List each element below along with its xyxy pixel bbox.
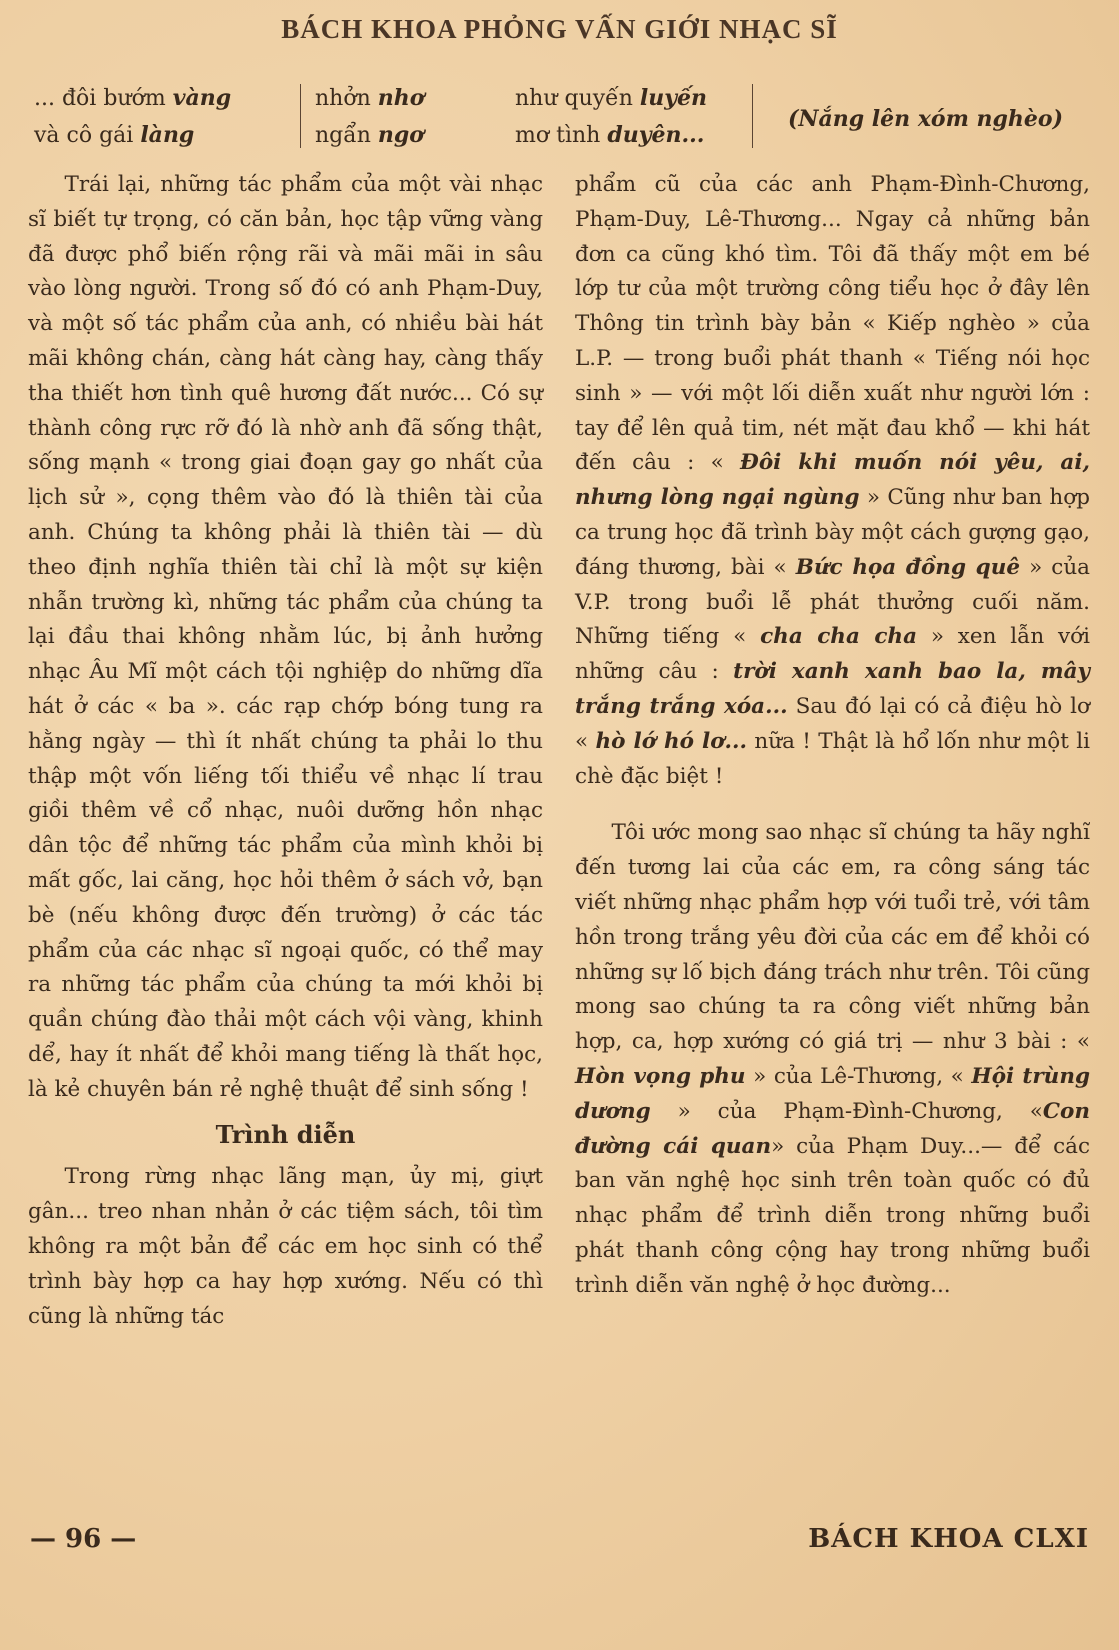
song-title: Hòn vọng phu bbox=[575, 1063, 746, 1089]
song-lyric: cha cha cha bbox=[760, 624, 917, 650]
song-title: Hội trùng dương bbox=[575, 1063, 1090, 1124]
epigraph-divider bbox=[752, 84, 753, 148]
song-title: Bức họa đồng quê bbox=[795, 554, 1021, 580]
paragraph: Trái lại, những tác phẩm của một vài nhạc sĩ biết tự trọng, có căn bản, học tập vững vàng đã được phổ biến rộng rãi và mãi mãi in sâu vào lòng người. Trong số đó có anh Phạm-Duy, và một số tác phẩm của anh, có nhiều bài hát mãi không chán, càng hát càng hay, càng thấy tha thiết hơn tình quê hương đất nước... Có sự thành công rực rỡ đó là nhờ anh đã sống thật, sống mạnh « trong giai đoạn gay go nhất của lịch sử », cọng thêm vào đó là thiên tài của anh. Chúng ta không phải là thiên tài — dù theo định nghĩa thiên tài chỉ là một sự kiện nhẫn trường kì, những tác phẩm của chúng ta lại đầu thai không nhằm lúc, bị ảnh hưởng nhạc Âu Mĩ một cách tội nghiệp do những dĩa hát ở các « ba ». các rạp chớp bóng tung ra hằng ngày — thì ít nhất chúng ta phải lo thu thập một vốn liếng tối thiểu về nhạc lí trau giồi thêm về cổ nhạc, nuôi dưỡng hồn nhạc dân tộc để những tác phẩm của mình khỏi bị mất gốc, lai căng, học hỏi thêm ở sách vở, bạn bè (nếu không được đến trường) ở các tác phẩm của các nhạc sĩ ngoại quốc, có thể may ra những tác phẩm của chúng ta mới khỏi bị quần chúng đào thải một cách vội vàng, khinh dể, hay ít nhất để khỏi mang tiếng là thất học, là kẻ chuyên bán rẻ nghệ thuật để sinh sống ! bbox=[28, 172, 543, 1102]
epigraph-source: (Nắng lên xóm nghèo) bbox=[788, 106, 1063, 132]
song-lyric: Đôi khi muốn nói yêu, ai, nhưng lòng ngại ngùng bbox=[575, 450, 1090, 511]
song-lyric: hò lớ hó lơ... bbox=[595, 728, 748, 754]
epigraph-col-1: ... đôi bướm vàng và cô gái làng bbox=[34, 85, 232, 148]
running-head: BÁCH KHOA PHỎNG VẤN GIỚI NHẠC SĨ bbox=[281, 14, 838, 44]
right-column bbox=[575, 168, 1090, 1304]
paragraph: Tôi ước mong sao nhạc sĩ chúng ta hãy nghĩ đến tương lai của các em, ra công sáng tác viết những nhạc phẩm hợp với tuổi trẻ, với tâm hồn trong trắng yêu đời của các em để khỏi có những sự lố bịch đáng trách như trên. Tôi cũng mong sao chúng ta ra công viết những bản hợp, ca, hợp xướng có giá trị — như 3 bài : « Hòn vọng phu » của Lê-Thương, « Hội trùng dương » của Phạm-Đình-Chương, «Con đường cái quan» của Phạm Duy...— để các ban văn nghệ học sinh trên toàn quốc có đủ nhạc phẩm để trình diễn trong những buổi phát thanh công cộng hay trong những buổi trình diễn văn nghệ ở học đường... bbox=[575, 820, 1090, 1298]
epigraph-divider bbox=[300, 84, 301, 148]
left-column bbox=[28, 168, 543, 1334]
epigraph-col-3: như quyến luyến mơ tình duyên... bbox=[515, 85, 708, 148]
issue-label: BÁCH KHOA CLXI bbox=[808, 1524, 1089, 1554]
paragraph: phẩm cũ của các anh Phạm-Đình-Chương, Phạm-Duy, Lê-Thương... Ngay cả những bản đơn ca cũng khó tìm. Tôi đã thấy một em bé lớp tư của một trường công tiểu học ở đây lên Thông tin trình bày bản « Kiếp nghèo » của L.P. — trong buổi phát thanh « Tiếng nói học sinh » — với một lối diễn xuất như người lớn : tay để lên quả tim, nét mặt đau khổ — khi hát đến câu : « Đôi khi muốn nói yêu, ai, nhưng lòng ngại ngùng » Cũng như ban hợp ca trung học đã trình bày một cách gượng gạo, đáng thương, bài « Bức họa đồng quê » của V.P. trong buổi lễ phát thưởng cuối năm. Những tiếng « cha cha cha » xen lẫn với những câu : trời xanh xanh bao la, mây trắng trắng xóa... Sau đó lại có cả điệu hò lơ « hò lớ hó lơ... nữa ! Thật là hổ lốn như một li chè đặc biệt ! bbox=[575, 172, 1091, 789]
epigraph-col-2: nhởn nhơ ngẩn ngơ bbox=[315, 85, 425, 148]
page-number: — 96 — bbox=[30, 1524, 137, 1554]
paragraph: Trong rừng nhạc lãng mạn, ủy mị, giựt gân... treo nhan nhản ở các tiệm sách, tôi tìm không ra một bản để các em học sinh có thể trình bày hợp ca hay hợp xướng. Nếu có thì cũng là những tác bbox=[28, 1164, 543, 1329]
section-heading: Trình diễn bbox=[215, 1119, 356, 1149]
epigraph bbox=[30, 80, 1090, 156]
song-title: Con đường cái quan bbox=[575, 1098, 1090, 1159]
song-lyric: trời xanh xanh bao la, mây trắng trắng xóa... bbox=[575, 659, 1091, 719]
